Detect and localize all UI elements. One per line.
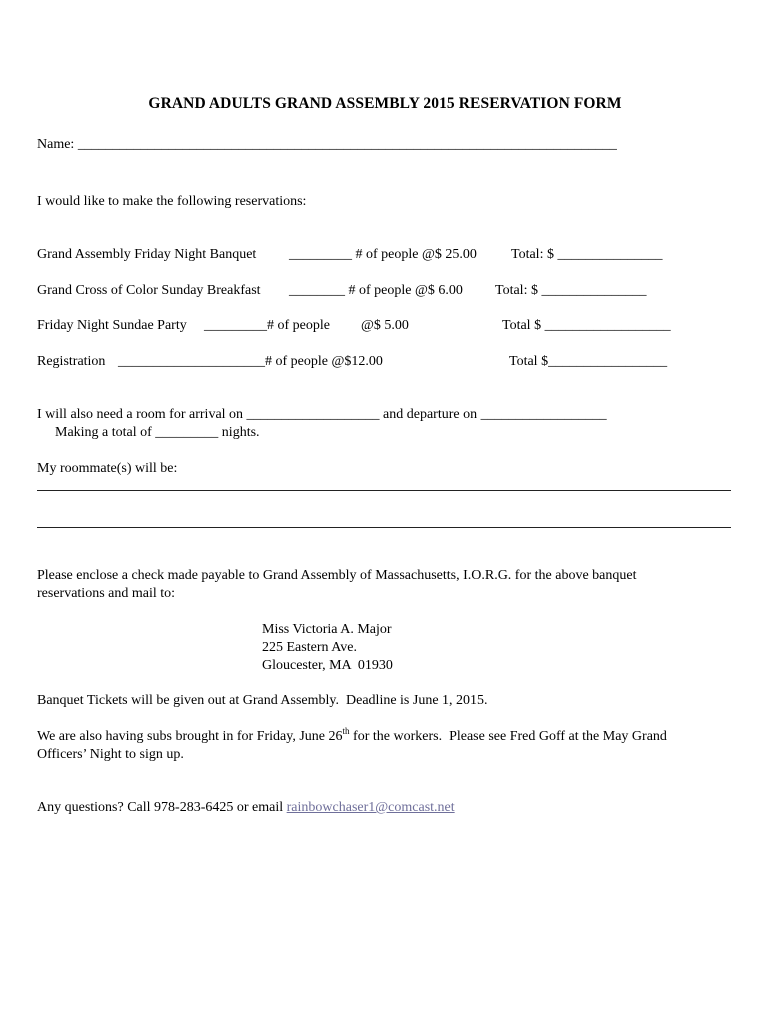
roommate-line-1[interactable] xyxy=(37,490,731,491)
reservation-item: Grand Assembly Friday Night Banquet xyxy=(37,247,257,262)
address-name: Miss Victoria A. Major xyxy=(262,622,392,637)
people-field[interactable]: _____________________# of people @$12.00 xyxy=(118,354,383,369)
subs-superscript: th xyxy=(342,726,350,736)
reservation-item: Grand Cross of Color Sunday Breakfast xyxy=(37,283,261,298)
subs-note-line1 xyxy=(37,728,667,745)
reservation-item: Registration xyxy=(37,354,106,369)
total-field[interactable]: Total: $ _______________ xyxy=(495,283,647,298)
email-link[interactable]: rainbowchaser1@comcast.net xyxy=(286,800,455,815)
subs-text-part1: We are also having subs brought in for Friday, June 26 xyxy=(37,729,343,744)
total-field[interactable]: Total $_________________ xyxy=(509,354,668,369)
price-text: @$ 5.00 xyxy=(361,318,409,333)
name-field-line[interactable]: Name: _____________________________________________________________________________ xyxy=(37,137,617,152)
nights-line[interactable]: Making a total of _________ nights. xyxy=(55,425,260,440)
reservation-item: Friday Night Sundae Party xyxy=(37,318,187,333)
check-instructions-line2: reservations and mail to: xyxy=(37,586,176,601)
people-field[interactable]: ________ # of people @$ 6.00 xyxy=(289,283,463,298)
intro-text: I would like to make the following reservations: xyxy=(37,194,307,209)
subs-text-part2: for the workers. Please see Fred Goff at the May Grand xyxy=(349,729,667,744)
roommate-line-2[interactable] xyxy=(37,527,731,528)
subs-note-line2: Officers’ Night to sign up. xyxy=(37,747,184,762)
address-city: Gloucester, MA 01930 xyxy=(262,658,393,673)
total-field[interactable]: Total $ __________________ xyxy=(502,318,671,333)
people-field[interactable]: _________# of people xyxy=(204,318,330,333)
room-dates-line[interactable]: I will also need a room for arrival on ___________________ and departure on __________________ xyxy=(37,407,607,422)
questions-line xyxy=(37,799,455,816)
questions-text: Any questions? Call 978-283-6425 or email xyxy=(37,800,287,815)
tickets-note: Banquet Tickets will be given out at Grand Assembly. Deadline is June 1, 2015. xyxy=(37,693,488,708)
total-field[interactable]: Total: $ _______________ xyxy=(511,247,663,262)
check-instructions-line1: Please enclose a check made payable to Grand Assembly of Massachusetts, I.O.R.G. for the above banquet xyxy=(37,568,637,583)
address-street: 225 Eastern Ave. xyxy=(262,640,357,655)
form-title: GRAND ADULTS GRAND ASSEMBLY 2015 RESERVATION FORM xyxy=(148,95,622,112)
people-field[interactable]: _________ # of people @$ 25.00 xyxy=(289,247,477,262)
roommate-label: My roommate(s) will be: xyxy=(37,461,178,476)
